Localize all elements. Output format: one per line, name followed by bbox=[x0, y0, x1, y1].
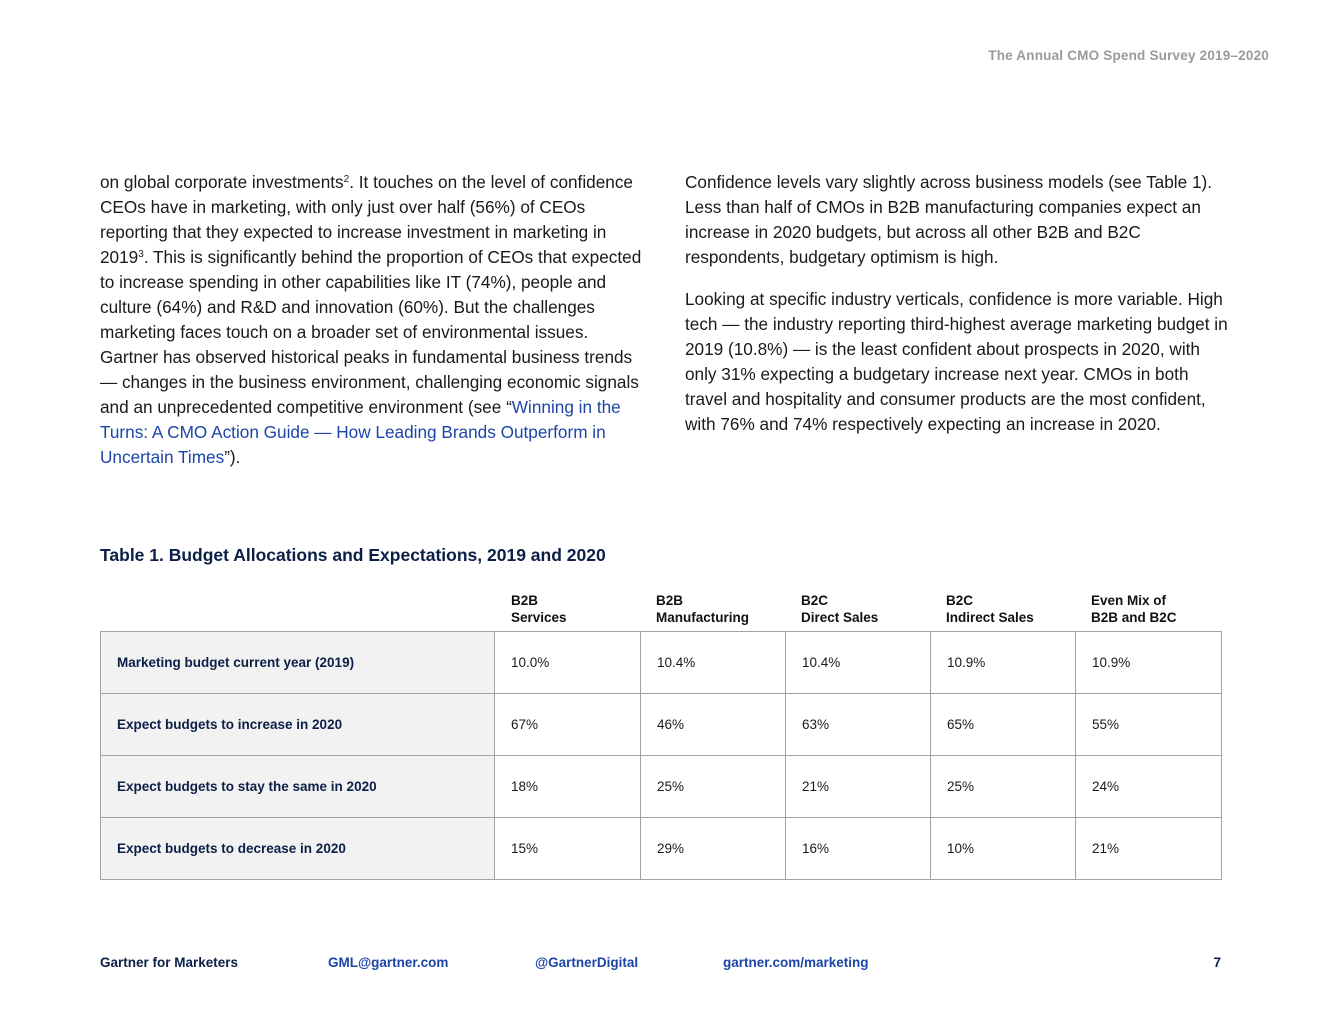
footnote-2[interactable]: 2 bbox=[343, 174, 350, 185]
column-header-b2b-services: B2B Services bbox=[511, 593, 567, 625]
column-header-b2b-manufacturing: B2B Manufacturing bbox=[656, 593, 749, 625]
table-cell: 10% bbox=[931, 818, 1076, 880]
table-cell: 63% bbox=[786, 694, 931, 756]
table-cell: 55% bbox=[1076, 694, 1222, 756]
page-footer bbox=[100, 955, 1221, 975]
table-cell: 25% bbox=[641, 756, 786, 818]
table-title: Table 1. Budget Allocations and Expectations, 2019 and 2020 bbox=[100, 545, 606, 565]
column-header-b2c-indirect-sales: B2C Indirect Sales bbox=[946, 593, 1034, 625]
table-cell: 65% bbox=[931, 694, 1076, 756]
footer-email-link[interactable]: GML@gartner.com bbox=[328, 955, 449, 970]
running-header: The Annual CMO Spend Survey 2019–2020 bbox=[988, 48, 1269, 63]
table-cell: 25% bbox=[931, 756, 1076, 818]
footnote-3[interactable]: 3 bbox=[138, 249, 144, 260]
table-row bbox=[101, 632, 1222, 694]
table-cell: 16% bbox=[786, 818, 931, 880]
column-header-b2c-direct-sales: B2C Direct Sales bbox=[801, 593, 879, 625]
table-row bbox=[101, 756, 1222, 818]
left-column bbox=[100, 170, 645, 487]
column-header-even-mix: Even Mix of B2B and B2C bbox=[1091, 593, 1177, 625]
table-cell: 18% bbox=[495, 756, 641, 818]
table-row bbox=[101, 818, 1222, 880]
table-cell: 10.4% bbox=[786, 632, 931, 694]
table-cell: 15% bbox=[495, 818, 641, 880]
winning-in-the-turns-link[interactable]: Winning in the Turns: A CMO Action Guide — How Leading Brands Outperform in Uncertain Times bbox=[100, 397, 621, 467]
budget-table bbox=[100, 631, 1222, 880]
table-cell: 29% bbox=[641, 818, 786, 880]
row-label: Expect budgets to stay the same in 2020 bbox=[101, 756, 495, 818]
right-paragraph-2: Looking at specific industry verticals, confidence is more variable. High tech — the industry reporting third-highest average marketing budget in 2019 (10.8%) — is the least confident about prospects in 2020, with only 31% expecting a budgetary increase next year. CMOs in both travel and hospitality and consumer products are the most confident, with 76% and 74% respectively expecting an increase in 2020. bbox=[685, 289, 1228, 434]
table-cell: 46% bbox=[641, 694, 786, 756]
footer-website-link[interactable]: gartner.com/marketing bbox=[723, 955, 869, 970]
table-cell: 10.9% bbox=[931, 632, 1076, 694]
table-cell: 10.9% bbox=[1076, 632, 1222, 694]
table-cell: 67% bbox=[495, 694, 641, 756]
table-cell: 21% bbox=[1076, 818, 1222, 880]
footer-twitter-link[interactable]: @GartnerDigital bbox=[535, 955, 639, 970]
left-paragraph: on global corporate investments$^2$. It touches on the level of confidence CEOs have in marketing, with only just over half (56%) of CEOs reporting that they expected to increase investment in marketing in 2019$^3$. This is significantly behind the proportion of CEOs that expected to increase spending in other capabilities like IT (74%), people and culture (64%) and R&D and innovation (60%). But the challenges marketing faces touch on a broader set of environmental issues. Gartner has observed historical peaks in fundamental business trends — changes in the business environment, challenging economic signals and an unprecedented competitive environment (see “Winning in the Turns: A CMO Action Guide — How Leading Brands Outperform in Uncertain Times”). bbox=[100, 172, 642, 467]
table-cell: 10.0% bbox=[495, 632, 641, 694]
table-cell: 24% bbox=[1076, 756, 1222, 818]
row-label: Expect budgets to decrease in 2020 bbox=[101, 818, 495, 880]
footer-brand: Gartner for Marketers bbox=[100, 955, 239, 970]
table-column-headers bbox=[100, 592, 1221, 632]
row-label: Marketing budget current year (2019) bbox=[101, 632, 495, 694]
table-row bbox=[101, 694, 1222, 756]
right-paragraph-1: Confidence levels vary slightly across business models (see Table 1). Less than half of CMOs in B2B manufacturing companies expect an increase in 2020 budgets, but across all other B2B and B2C respondents, budgetary optimism is high. bbox=[685, 172, 1213, 267]
page-number: 7 bbox=[1213, 955, 1221, 970]
right-column bbox=[685, 170, 1230, 454]
table-cell: 21% bbox=[786, 756, 931, 818]
row-label: Expect budgets to increase in 2020 bbox=[101, 694, 495, 756]
table-cell: 10.4% bbox=[641, 632, 786, 694]
